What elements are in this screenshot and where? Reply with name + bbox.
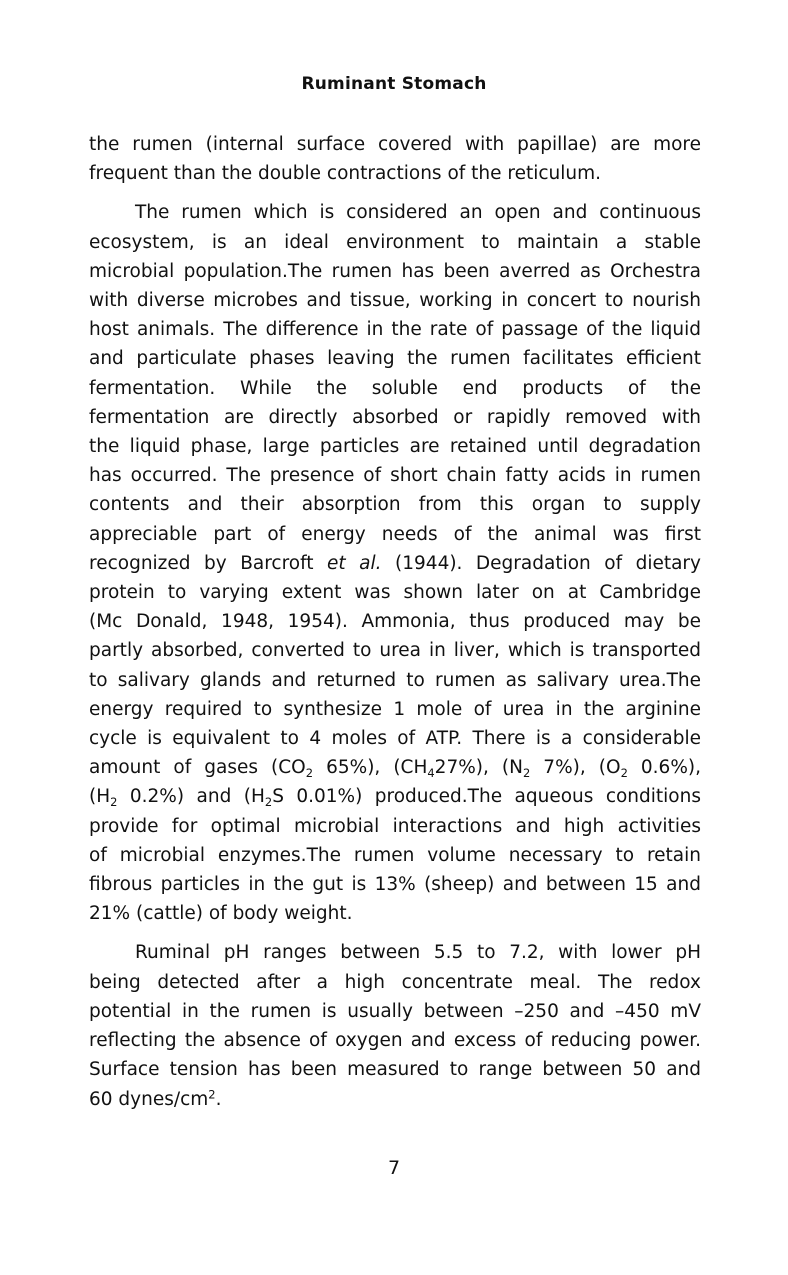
- superscript: 2: [208, 1087, 216, 1102]
- text-line: partly absorbed, converted to urea in liver, which is transported: [89, 640, 701, 662]
- text-line: contents and their absorption from this organ to supply: [89, 494, 701, 516]
- text-line: microbial population.The rumen has been averred as Orchestra: [89, 260, 701, 282]
- page-number: 7: [387, 1157, 401, 1179]
- subscript: 2: [305, 766, 314, 781]
- text-line: host animals. The difference in the rate of passage of the liquid: [89, 319, 701, 341]
- text-line: being detected after a high concentrate meal. The redox: [89, 971, 701, 993]
- subscript: 4: [427, 766, 435, 781]
- text-fragment: (1944). Degradation of dietary: [381, 552, 701, 574]
- text-line: energy required to synthesize 1 mole of urea in the arginine: [89, 698, 701, 720]
- text-line: potential in the rumen is usually between –250 and –450 mV: [89, 1000, 701, 1022]
- text-line: the liquid phase, large particles are retained until degradation: [89, 436, 701, 458]
- text-line: to salivary glands and returned to rumen as salivary urea.The: [89, 669, 701, 691]
- text-fragment: 65%), (CH: [313, 757, 428, 779]
- text-fragment: 7%), (O: [530, 757, 621, 779]
- running-head: Ruminant Stomach: [301, 74, 487, 94]
- text-line: protein to varying extent was shown later on at Cambridge: [89, 582, 701, 604]
- text-line: of microbial enzymes.The rumen volume necessary to retain: [89, 844, 701, 866]
- text-line: provide for optimal microbial interactions and high activities: [89, 815, 701, 837]
- text-line: has occurred. The presence of short chain fatty acids in rumen: [89, 465, 701, 487]
- text-line: (Mc Donald, 1948, 1954). Ammonia, thus produced may be: [89, 611, 701, 633]
- text-fragment: (H: [89, 786, 111, 808]
- text-line: the rumen (internal surface covered with papillae) are more: [89, 134, 701, 155]
- paragraph-3: [89, 938, 701, 1113]
- subscript: 2: [264, 795, 273, 810]
- italic-et-al: et al.: [327, 552, 382, 574]
- text-fragment: recognized by Barcroft: [89, 552, 328, 574]
- text-line: reflecting the absence of oxygen and excess of reducing power.: [89, 1030, 701, 1052]
- text-line: Ruminal pH ranges between 5.5 to 7.2, with lower pH: [135, 942, 701, 964]
- text-line: fermentation. While the soluble end products of the: [89, 377, 701, 399]
- subscript: 2: [522, 766, 531, 781]
- text-line: fermentation are directly absorbed or rapidly removed with: [89, 406, 701, 428]
- text-fragment: 0.6%),: [627, 757, 702, 779]
- subscript: 2: [110, 795, 118, 810]
- text-line: ecosystem, is an ideal environment to maintain a stable: [89, 231, 701, 253]
- text-line-citation: [89, 549, 701, 578]
- text-line-gases-2: [89, 782, 701, 811]
- text-fragment: 27%), (N: [434, 757, 523, 779]
- text-line: appreciable part of energy needs of the animal was first: [89, 523, 701, 545]
- text-fragment: 60 dynes/cm: [89, 1088, 209, 1110]
- paragraph-1: [89, 130, 701, 188]
- text-fragment: amount of gases (CO: [89, 757, 306, 779]
- text-line: fibrous particles in the gut is 13% (sheep) and between 15 and: [89, 874, 701, 896]
- text-line: The rumen which is considered an open and continuous: [135, 202, 701, 224]
- text-line: 21% (cattle) of body weight.: [89, 903, 353, 925]
- text-line-units: [89, 1085, 701, 1114]
- text-line: with diverse microbes and tissue, working in concert to nourish: [89, 290, 701, 312]
- text-fragment: S 0.01%) produced.The aqueous conditions: [272, 786, 701, 808]
- text-fragment: .: [215, 1088, 222, 1110]
- paragraph-2: [89, 198, 701, 928]
- text-line-gases: [89, 753, 701, 782]
- text-line: Surface tension has been measured to range between 50 and: [89, 1059, 701, 1081]
- text-line: frequent than the double contractions of the reticulum.: [89, 163, 602, 185]
- subscript: 2: [620, 766, 628, 781]
- text-line: cycle is equivalent to 4 moles of ATP. There is a considerable: [89, 728, 701, 750]
- body-text: [89, 130, 701, 1124]
- text-line: and particulate phases leaving the rumen facilitates efficient: [89, 348, 701, 370]
- text-fragment: 0.2%) and (H: [117, 786, 265, 808]
